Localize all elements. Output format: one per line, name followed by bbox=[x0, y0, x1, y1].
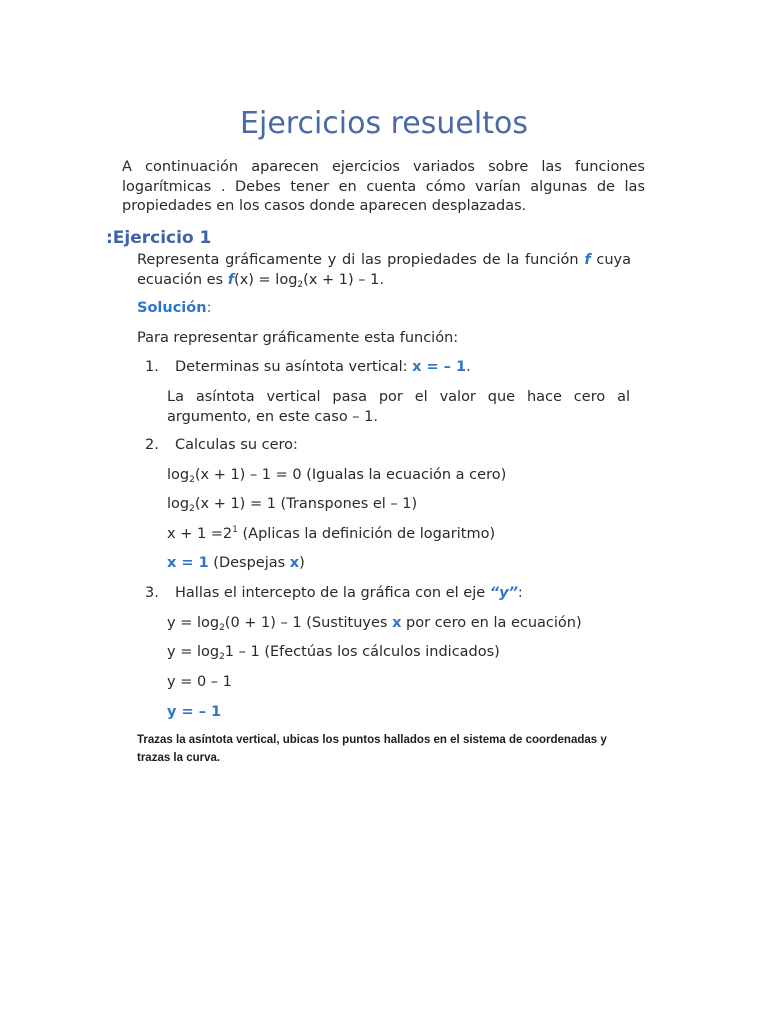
equation-line bbox=[167, 703, 221, 723]
exercise-statement bbox=[137, 251, 631, 290]
variable-x: x bbox=[392, 615, 402, 631]
statement-text-2: cuya ecuación es bbox=[137, 252, 631, 288]
log-base: 2 bbox=[189, 504, 195, 514]
equation-line bbox=[167, 466, 506, 486]
statement-text-3: (x) = log bbox=[234, 271, 298, 288]
step-number: 2. bbox=[145, 437, 159, 453]
intro-paragraph: A continuación aparecen ejercicios variados sobre las funciones logarítmicas . Debes tener en cuenta cómo varían algunas de las propiedades en los casos donde aparecen desplazadas. bbox=[122, 159, 645, 214]
equation-part: 1 – 1 (Efectúas los cálculos indicados) bbox=[224, 644, 500, 660]
solution-colon: : bbox=[206, 300, 212, 316]
equation-part: (Despejas bbox=[208, 555, 290, 571]
step-text: Calculas su cero: bbox=[175, 437, 298, 453]
log-base: 2 bbox=[297, 279, 304, 290]
step-text: Hallas el intercepto de la gráfica con el eje bbox=[175, 585, 490, 601]
page-title: Ejercicios resueltos bbox=[240, 106, 528, 141]
step-text: Determinas su asíntota vertical: bbox=[175, 359, 413, 375]
solution-label: Solución bbox=[137, 300, 207, 316]
equation-line bbox=[167, 495, 417, 515]
equation-line: y = 0 – 1 bbox=[167, 674, 232, 690]
equation-line bbox=[167, 614, 582, 634]
equation-part: (x + 1) – 1 = 0 (Igualas la ecuación a cero) bbox=[194, 467, 507, 483]
equation-line bbox=[167, 525, 495, 545]
asymptote-value: x = – 1 bbox=[412, 359, 467, 375]
exercise-heading: :Ejercicio 1 bbox=[106, 228, 212, 248]
equation-part: por cero en la ecuación) bbox=[401, 615, 582, 631]
log-base: 2 bbox=[219, 652, 225, 662]
equation-line bbox=[167, 643, 500, 663]
statement-text-1: Representa gráficamente y di las propiedades de la función bbox=[137, 252, 585, 268]
equation-part: log bbox=[167, 467, 190, 483]
intercept-value: y = – 1 bbox=[167, 704, 222, 720]
equation-part: (x + 1) = 1 (Transpones el – 1) bbox=[194, 496, 418, 512]
equation-part: x + 1 =2 bbox=[167, 526, 233, 542]
variable-x: x bbox=[289, 555, 300, 571]
closing-note: Trazas la asíntota vertical, ubicas los puntos hallados en el sistema de coordenadas y trazas la curva. bbox=[137, 734, 607, 764]
equation-part: (0 + 1) – 1 (Sustituyes bbox=[224, 615, 393, 631]
step-3 bbox=[145, 584, 523, 604]
step-tail: : bbox=[517, 585, 523, 601]
zero-value: x = 1 bbox=[167, 555, 209, 571]
step-2 bbox=[145, 436, 298, 456]
function-symbol: f bbox=[227, 271, 235, 288]
function-symbol: f bbox=[584, 252, 591, 268]
equation-part: (Aplicas la definición de logaritmo) bbox=[237, 526, 496, 542]
step-tail: . bbox=[466, 359, 471, 375]
log-base: 2 bbox=[219, 623, 225, 633]
statement-text-4: (x + 1) – 1. bbox=[303, 271, 384, 288]
step-number: 1. bbox=[145, 359, 159, 375]
solution-label-line bbox=[137, 299, 211, 319]
equation-part: y = log bbox=[167, 615, 220, 631]
step-1-note: La asíntota vertical pasa por el valor que hace cero al argumento, en este caso – 1. bbox=[167, 389, 630, 425]
axis-label: “y” bbox=[489, 585, 518, 601]
step-1 bbox=[145, 358, 471, 378]
equation-part: y = log bbox=[167, 644, 220, 660]
log-base: 2 bbox=[189, 475, 195, 485]
equation-line bbox=[167, 554, 305, 574]
equation-part: log bbox=[167, 496, 190, 512]
procedure-intro: Para representar gráficamente esta función: bbox=[137, 330, 459, 346]
step-number: 3. bbox=[145, 585, 159, 601]
exponent: 1 bbox=[232, 525, 238, 535]
equation-part: ) bbox=[299, 555, 305, 571]
